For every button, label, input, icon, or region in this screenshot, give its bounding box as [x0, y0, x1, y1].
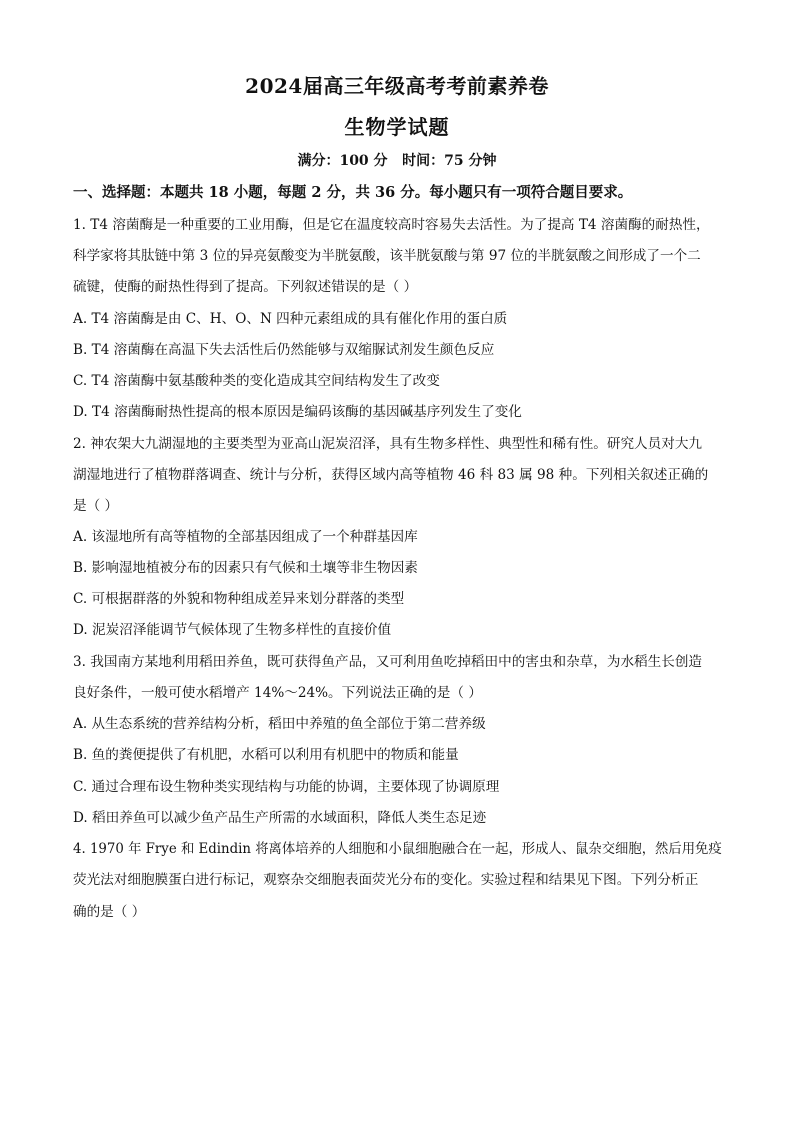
q1-option-b: B. T4 溶菌酶在高温下失去活性后仍然能够与双缩脲试剂发生颜色反应: [73, 342, 495, 358]
q1-option-a: A. T4 溶菌酶是由 C、H、O、N 四种元素组成的具有催化作用的蛋白质: [73, 311, 508, 327]
q4-stem-line: 4. 1970 年 Frye 和 Edindin 将离体培养的人细胞和小鼠细胞融合在一起，形成人、鼠杂交细胞，然后用免疫: [73, 841, 722, 857]
q3-stem-line: 3. 我国南方某地利用稻田养鱼，既可获得鱼产品，又可利用鱼吃掉稻田中的害虫和杂草，为水稻生长创造: [73, 654, 703, 670]
q3-option-b: B. 鱼的粪便提供了有机肥，水稻可以利用有机肥中的物质和能量: [73, 747, 459, 763]
q1-stem-line: 科学家将其肽链中第 3 位的异亮氨酸变为半胱氨酸，该半胱氨酸与第 97 位的半胱氨酸之间形成了一个二: [73, 248, 701, 264]
q3-stem-line: 良好条件，一般可使水稻增产 14%～24%。下列说法正确的是（ ）: [73, 685, 482, 701]
exam-title: 2024届高三年级高考考前素养卷: [245, 74, 549, 98]
q2-stem-line: 2. 神农架大九湖湿地的主要类型为亚高山泥炭沼泽，具有生物多样性、典型性和稀有性。研究人员对大九: [73, 436, 703, 452]
q2-stem-line: 是（ ）: [73, 498, 119, 514]
q1-stem-line: 1. T4 溶菌酶是一种重要的工业用酶，但是它在温度较高时容易失去活性。为了提高 T4 溶菌酶的耐热性，: [73, 217, 710, 233]
section-heading: 一、选择题：本题共 18 小题，每题 2 分，共 36 分。每小题只有一项符合题目要求。: [73, 184, 633, 201]
q2-stem-line: 湖湿地进行了植物群落调查、统计与分析，获得区域内高等植物 46 科 83 属 98 种。下列相关叙述正确的: [73, 467, 709, 483]
q1-option-d: D. T4 溶菌酶耐热性提高的根本原因是编码该酶的基因碱基序列发生了变化: [73, 404, 522, 420]
q1-option-c: C. T4 溶菌酶中氨基酸种类的变化造成其空间结构发生了改变: [73, 373, 440, 389]
q2-option-a: A. 该湿地所有高等植物的全部基因组成了一个种群基因库: [73, 529, 418, 545]
q3-option-d: D. 稻田养鱼可以减少鱼产品生产所需的水域面积，降低人类生态足迹: [73, 810, 487, 826]
exam-meta: 满分：100 分 时间：75 分钟: [297, 153, 497, 169]
q2-option-c: C. 可根据群落的外貌和物种组成差异来划分群落的类型: [73, 591, 405, 607]
q2-option-b: B. 影响湿地植被分布的因素只有气候和土壤等非生物因素: [73, 560, 418, 576]
q3-option-a: A. 从生态系统的营养结构分析，稻田中养殖的鱼全部位于第二营养级: [73, 716, 486, 732]
q1-stem-line: 硫键，使酶的耐热性得到了提高。下列叙述错误的是（ ）: [73, 279, 418, 295]
q3-option-c: C. 通过合理布设生物种类实现结构与功能的协调，主要体现了协调原理: [73, 779, 500, 795]
exam-subtitle: 生物学试题: [344, 115, 450, 139]
q2-option-d: D. 泥炭沼泽能调节气候体现了生物多样性的直接价值: [73, 622, 392, 638]
q4-stem-line: 荧光法对细胞膜蛋白进行标记，观察杂交细胞表面荧光分布的变化。实验过程和结果见下图。下列分析正: [73, 872, 699, 888]
q4-stem-line: 确的是（ ）: [73, 904, 146, 920]
